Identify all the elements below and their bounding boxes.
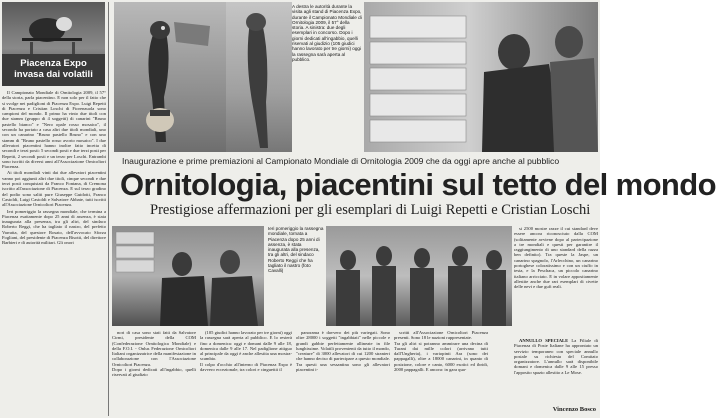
left-paragraph-1: Il Campionato Mondiale di Ornitologia 2009, il 57° della storia, parla piacentino. E non solo per il fatto che si svolge nei padiglioni di Piacenza Expo. Luigi Repetti di Piacenza e Cristian Loschi di Fiorenzuola sono campioni del mondo. Il primo ha vinto due titoli con due stamm (gruppo di 4 soggetti) di canarini "Bruno pastello bianco" e "Nero opale rosso mosaico", il secondo ha portato a casa altri due titoli mondiali, uno con un canarino "Bruno pastello Bruno" e con uno stamm di "Bruno pastello rosso avorio mosaico". I due allevatori piacentini hanno inoltre fatto incetta di secondi e terzi posti: 5 secondi posti e due terzi posti per Repetti, 2 secondi posti e un terzo per Loschi. Entrambi sono iscritti da diversi anni all'Associazione Ornicoltori Piacenza. <box>2 90 106 170</box>
inauguration-image <box>112 226 264 326</box>
bottom-column-1: nori di casa sono stati fatti da Salvatore Cirmi, presidente della COM (Confederazione Ornitologica Mondiale) e della F.O.I. - Onlus Federazione Ornicoltori Italiani organizzatrice della manifestazione in collaborazione con l'Associazione Ornicoltori Piacenza. Dopo i giorni dedicati all'ingabbio, quelli riservati al giudizio <box>112 330 196 378</box>
photo-caption-lower: Ieri pomeriggio la rassegna mondiale, tornata a Piacenza dopo 25 anni di assenza, è stata inaugurata alla presenza, tra gli altri, del sindaco Roberto Reggi che ha tagliato il nastro (foto Cavalli) <box>268 226 324 274</box>
bottom-column-2: (105 giudici hanno lavorato per tre giorni) oggi la rassegna sarà aperta al pubblico. E lo resterà fino a domenica: oggi e domani dalle 9 alle 18, domenica dalle 9 alle 17. Nel padiglione attiguo al principale da oggi è anche allestita una mostra-scambio. Il colpo d'occhio all'interno di Piacenza Expo è davvero eccezionale, tra colori e cinguettii il <box>200 330 292 373</box>
left-paragraph-3: Ieri pomeriggio la rassegna mondiale, che termina a Piacenza esattamente dopo 25 anni di assenza, è stata inaugurata alla presenza, tra gli altri, del sindaco Roberto Reggi, che ha tagliato il nastro, del prefetto Varratta, del questore Rosato, dell'avvocato Sforza Fogliani, del presidente di Piacenza Bisotti, del direttore Barbieri e di autorità militari. Gli onori <box>2 208 106 246</box>
expo-cages-photo <box>364 2 598 152</box>
crowd-image <box>326 226 512 326</box>
right-column: si 2500 mostre razze il cui standard deve essere ancora riconosciuto dalla COM (solitamente avviene dopo al partecipazione a tre mondiali e questi per garantire il raggiungimento di uno standard della razza ben definito). Tra queste la Jaspe, un canarino spagnolo, l'Arlecchino, un canarino portoghese coloratissimo e con un ciuffo in testa, e la Peschaca, un piccolo canarino italiano arricciato. E in volare appositamente allestite anche due rari esemplari di civette delle nevi e due gufi reali. <box>514 226 598 290</box>
notice-title: ANNULLO SPECIALE <box>519 338 569 343</box>
left-paragraph-2: Ai titoli mondiali vinti dai due allevatori piacentini vanno poi aggiunti altri due titoli, cinque secondi e due terzi posti conquistati da Franco Fontana, di Cremona iscritto all'associazione di Piacenza. E sul terzo gradino del podio sono saliti pure Giuseppe Guidotti, Franco Castoldi, Luigi Castoldi e Salvatore Abbate, tutti iscritti all'Associazione Ornicoltori Piacenza. <box>2 170 106 208</box>
bottom-column-3: panorama è davvero dei più variegati. Sono oltre 28000 i soggetti "ingabbiati" nelle piccole e grandi gabbie perfettamente allineate in file lunghissime. Volatili provenienti da tutto il mondo, "creature" di 3000 allevatori di cui 1200 stranieri che hanno deciso di partecipare a questo mondiale. Tra questi una sessantina sono gli allevatori piacentini i- <box>296 330 390 373</box>
bottom-column-4: scritti all'Associazione Ornicoltori Piacenza presenti. Sono 18 le nazioni rappresentate. Tra gli altri si potranno ammirare una decina di Turani dai mille colori (arrivano tutti dall'Ungheria), i variopinti Ara (sono dei pappagalli), oltre a 18000 canarini, in quanto di posizione, colore e canto, 6000 esotici ed ibridi, 2000 pappagalli. E ancora: in gara qua- <box>394 330 488 373</box>
parrot-image <box>114 2 226 152</box>
parrot-photo-2 <box>226 2 292 152</box>
thumbnail-photo <box>2 2 105 86</box>
cages-image <box>364 2 598 152</box>
kicker: Inaugurazione e prime premiazioni al Campionato Mondiale di Ornitologia 2009 che da oggi apre anche al pubblico <box>122 156 560 166</box>
thumbnail-title-line2: invasa dai volatili <box>14 69 93 80</box>
notice-box <box>514 338 598 404</box>
parrot-image-2 <box>226 2 292 152</box>
byline: Vincenzo Bosco <box>552 406 596 413</box>
left-column <box>2 90 106 415</box>
parrot-photo <box>114 2 226 152</box>
headline-text: Ornitologia, piacentini sul tetto del mondo <box>120 167 716 202</box>
photo-caption-right: A destra le autorità durante la visita agli stand di Piacenza Expo, durante il Campionato Mondiale di Ornitologia 2009, il 57° della storia. A sinistra: due degli esemplari in concorso. Dopo i giorni dedicati all'ingabbio, quelli riservati al giudizio (105 giudici hanno lavorato per tre giorni) oggi la rassegna sarà aperta al pubblico. <box>292 4 362 62</box>
thumbnail-title-line1: Piacenza Expo <box>20 58 87 69</box>
inauguration-photo <box>112 226 264 326</box>
crowd-photo <box>326 226 512 326</box>
headline <box>0 167 716 202</box>
column-rule <box>108 2 109 416</box>
subhead: Prestigiose affermazioni per gli esemplari di Luigi Repetti e Cristian Loschi <box>150 202 591 218</box>
thumbnail-title-box <box>2 54 105 86</box>
notice-text: La Filiale di Piacenza di Poste Italiane ha approntato un servizio temporaneo con speciale annullo postale su richiesta del Comitato organizzatore. L'annullo sarà disponibile domani e domenica dalle 9 alle 15 presso l'apposito spazio allestito a Le Mose. <box>514 338 598 375</box>
